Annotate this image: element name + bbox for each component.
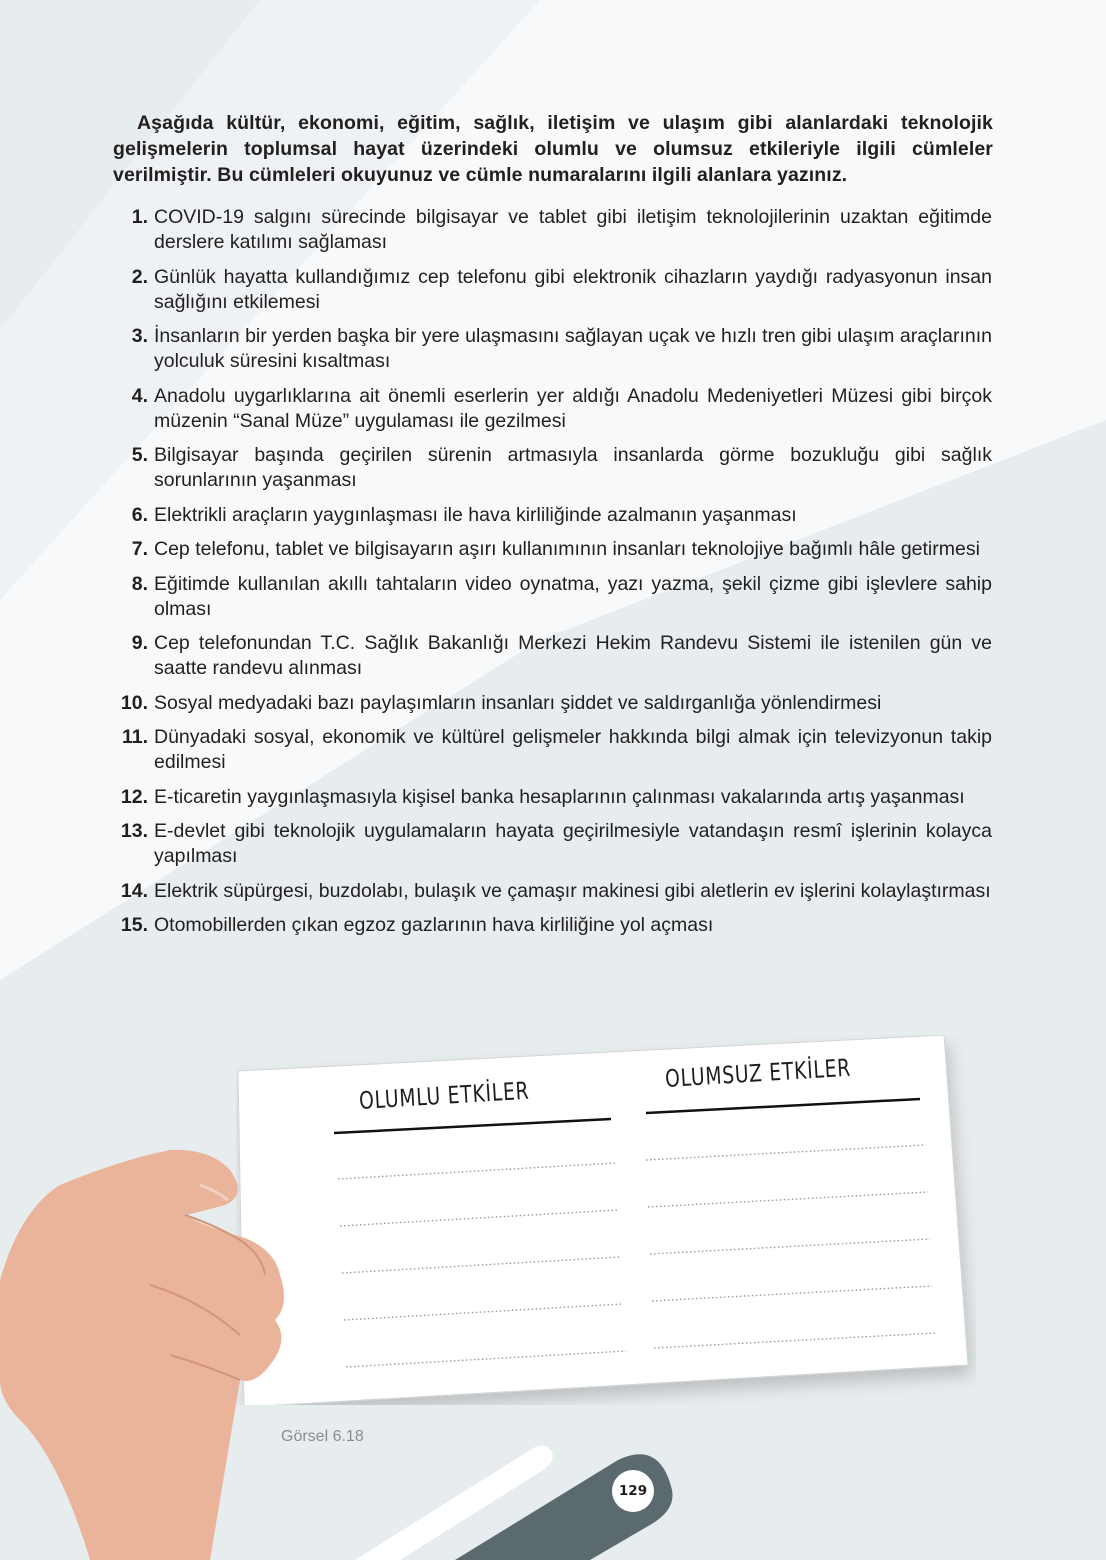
page-number: 129 (612, 1470, 654, 1512)
instructions-paragraph: Aşağıda kültür, ekonomi, eğitim, sağlık, iletişim ve ulaşım gibi alanlardaki teknolojik gelişmelerin toplumsal hayat üzerindeki olumlu ve olumsuz etkileriyle ilgili cümleler verilmiştir. Bu cümleleri okuyunuz ve cümle numaralarını ilgili alanlara yazınız. (113, 112, 993, 186)
statement-number: 12. (120, 785, 148, 808)
statement-number: 15. (120, 914, 148, 936)
statement-number: 8. (131, 572, 148, 595)
hand-illustration (0, 0, 330, 1560)
figure-caption: Görsel 6.18 (281, 1428, 364, 1445)
statement-number: 4. (131, 384, 148, 407)
statement-number: 9. (131, 632, 148, 654)
statement-number: 10. (120, 691, 148, 714)
statement-number: 2. (131, 265, 148, 288)
card-paper (236, 1035, 976, 1405)
statement-text: Dünyadaki sosyal, ekonomik ve kültürel gelişmeler hakkında bilgi almak için televizyonun takip edilmesi (154, 726, 992, 773)
statement-text: Anadolu uygarlıklarına ait önemli eserlerin yer aldığı Anadolu Medeniyetleri Müzesi gibi birçok müzenin “Sanal Müze” uygulaması ile gezilmesi (154, 384, 992, 432)
statement-text: Cep telefonundan T.C. Sağlık Bakanlığı Merkezi Hekim Randevu Sistemi ile istenilen gün ve saatte randevu alınması (154, 632, 992, 679)
statement-text: Otomobillerden çıkan egzoz gazlarının hava kirliliğine yol açması (154, 914, 714, 936)
statement-number: 1. (131, 206, 148, 228)
statement-number: 3. (131, 325, 148, 347)
answer-card (236, 1035, 976, 1405)
statement-number: 14. (120, 879, 148, 902)
statement-number: 6. (131, 503, 148, 526)
statement-text: İnsanların bir yerden başka bir yere ulaşmasını sağlayan uçak ve hızlı tren gibi ulaşım araçlarının yolculuk süresini kısaltması (154, 325, 992, 372)
statement-number: 7. (131, 538, 148, 560)
statement-number: 5. (131, 444, 148, 466)
statement-text: Sosyal medyadaki bazı paylaşımların insanları şiddet ve saldırganlığa yönlendirmesi (154, 691, 882, 714)
statement-text: Elektrik süpürgesi, buzdolabı, bulaşık ve çamaşır makinesi gibi aletlerin ev işlerini kolaylaştırması (154, 879, 991, 902)
statement-text: E-devlet gibi teknolojik uygulamaların hayata geçirilmesiyle vatandaşın resmî işlerinin kolayca yapılması (154, 820, 992, 867)
statement-text: Eğitimde kullanılan akıllı tahtaların video oynatma, yazı yazma, şekil çizme gibi işlevlere sahip olması (154, 572, 992, 620)
statement-number: 11. (121, 726, 148, 748)
statement-text: Günlük hayatta kullandığımız cep telefonu gibi elektronik cihazların yaydığı radyasyonun insan sağlığını etkilemesi (154, 265, 992, 313)
negative-effects-heading: OLUMSUZ ETKİLER (664, 1053, 852, 1093)
positive-effects-heading: OLUMLU ETKİLER (358, 1076, 531, 1115)
statement-text: Bilgisayar başında geçirilen sürenin artmasıyla insanlarda görme bozukluğu gibi sağlık sorunlarının yaşanması (154, 444, 992, 491)
statement-text: Elektrikli araçların yaygınlaşması ile hava kirliliğinde azalmanın yaşanması (154, 503, 797, 526)
statement-text: Cep telefonu, tablet ve bilgisayarın aşırı kullanımının insanları teknolojiye bağımlı hâle getirmesi (154, 538, 980, 560)
statement-text: E-ticaretin yaygınlaşmasıyla kişisel banka hesaplarının çalınması vakalarında artış yaşanması (154, 785, 965, 808)
statement-text: COVID-19 salgını sürecinde bilgisayar ve tablet gibi iletişim teknolojilerinin uzaktan eğitimde derslere katılımı sağlaması (154, 206, 992, 253)
statement-number: 13. (120, 820, 148, 842)
